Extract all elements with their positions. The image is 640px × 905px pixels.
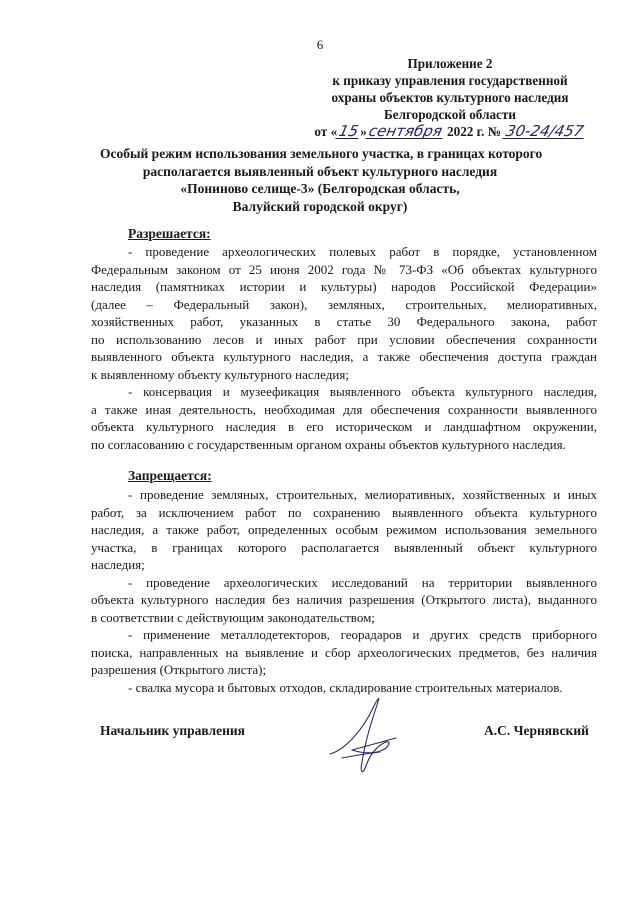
allowed-section xyxy=(91,243,597,453)
text-line: - проведение земляных, строительных, мелиоративных, хозяйственных и иных xyxy=(128,487,597,502)
signatory-name: А.С. Чернявский xyxy=(484,723,589,738)
text-line: (далее – Федеральный закон), земляных, строительных, мелиоративных, xyxy=(91,296,597,312)
allowed-paragraph-1 xyxy=(91,243,597,383)
text-line: объекта культурного наследия без наличия разрешения (Открытого листа), выданного xyxy=(91,592,597,607)
text-line: выявленного объекта культурного наследия, а также обеспечения доступа граждан xyxy=(91,349,597,364)
text-line: наследия (памятниках истории и культуры) народов Российской Федерации» xyxy=(91,279,597,294)
appendix-line: Белгородской области xyxy=(384,107,516,122)
allowed-paragraph-2 xyxy=(91,383,597,453)
signature-block xyxy=(0,720,640,780)
title-line: располагается выявленный объект культурного наследия xyxy=(142,163,498,179)
text-line: работ, за исключением работ по сохранению выявленного объекта культурного xyxy=(91,504,597,520)
date-prefix: от « xyxy=(314,124,338,139)
text-line: разрешения (Открытого листа); xyxy=(91,662,267,677)
text-line: к выявленному объекту культурного наследия; xyxy=(91,366,349,382)
text-line: наследия, а также работ, определенных особым режимом использования земельного xyxy=(91,522,597,537)
allowed-heading: Разрешается: xyxy=(128,226,211,241)
text-line: по согласованию с государственным органом охраны объектов культурного наследия. xyxy=(91,436,566,452)
document-title xyxy=(100,145,543,215)
prohibited-paragraph-3 xyxy=(91,626,597,679)
text-line: - консервация и музеефикация выявленного объекта культурного наследия, xyxy=(128,384,597,399)
text-line: - проведение археологических исследований на территории выявленного xyxy=(128,574,597,590)
handwritten-signature xyxy=(322,692,402,780)
appendix-line: охраны объектов культурного наследия xyxy=(331,90,569,105)
prohibited-section xyxy=(91,486,597,696)
text-line: - проведение археологических полевых работ в порядке, установленном xyxy=(128,244,597,259)
text-line: - применение металлодетекторов, георадаров и других средств приборного xyxy=(128,627,597,642)
title-line: Особый режим использования земельного участка, в границах которого xyxy=(100,146,543,161)
page-number: 6 xyxy=(316,37,324,52)
appendix-title: Приложение 2 xyxy=(407,56,493,71)
text-line: по использованию лесов и иных работ при условии обеспечения сохранности xyxy=(91,331,597,347)
text-line: - свалка мусора и бытовых отходов, складирование строительных материалов. xyxy=(128,679,563,695)
handwritten-day: 15 xyxy=(337,122,361,140)
text-line: объекта культурного наследия в его историческом и ландшафтном окружении, xyxy=(91,419,597,434)
handwritten-order-number: 30-24/457 xyxy=(504,122,586,140)
handwritten-month: сентября xyxy=(367,122,444,140)
text-line: в соответствии с действующим законодательством; xyxy=(91,609,375,625)
text-line: участка, в границах которого располагается выявленный объект культурного xyxy=(91,539,597,555)
prohibited-paragraph-2 xyxy=(91,574,597,627)
date-mid: » xyxy=(360,124,367,139)
title-line: Валуйский городской округ) xyxy=(232,198,408,214)
appendix-line: к приказу управления государственной xyxy=(332,73,568,88)
text-line: Федеральным законом от 25 июня 2002 года № 73-ФЗ «Об объектах культурного xyxy=(91,261,597,277)
text-line: поиска, направленных на выявление и сбор археологических предметов, без наличия xyxy=(91,644,597,660)
text-line: наследия; xyxy=(91,557,145,572)
signatory-position: Начальник управления xyxy=(100,723,245,738)
date-year: 2022 г. № xyxy=(447,124,502,139)
text-line: хозяйственных работ, указанных в статье 30 Федерального закона, работ xyxy=(91,314,597,329)
order-date-line xyxy=(305,123,595,140)
title-line: «Пониново селище-3» (Белгородская область, xyxy=(180,181,460,196)
prohibited-heading: Запрещается: xyxy=(128,468,212,483)
prohibited-paragraph-1 xyxy=(91,486,597,574)
text-line: а также иная деятельность, необходимая для обеспечения сохранности выявленного xyxy=(91,401,597,417)
appendix-header xyxy=(305,55,595,140)
